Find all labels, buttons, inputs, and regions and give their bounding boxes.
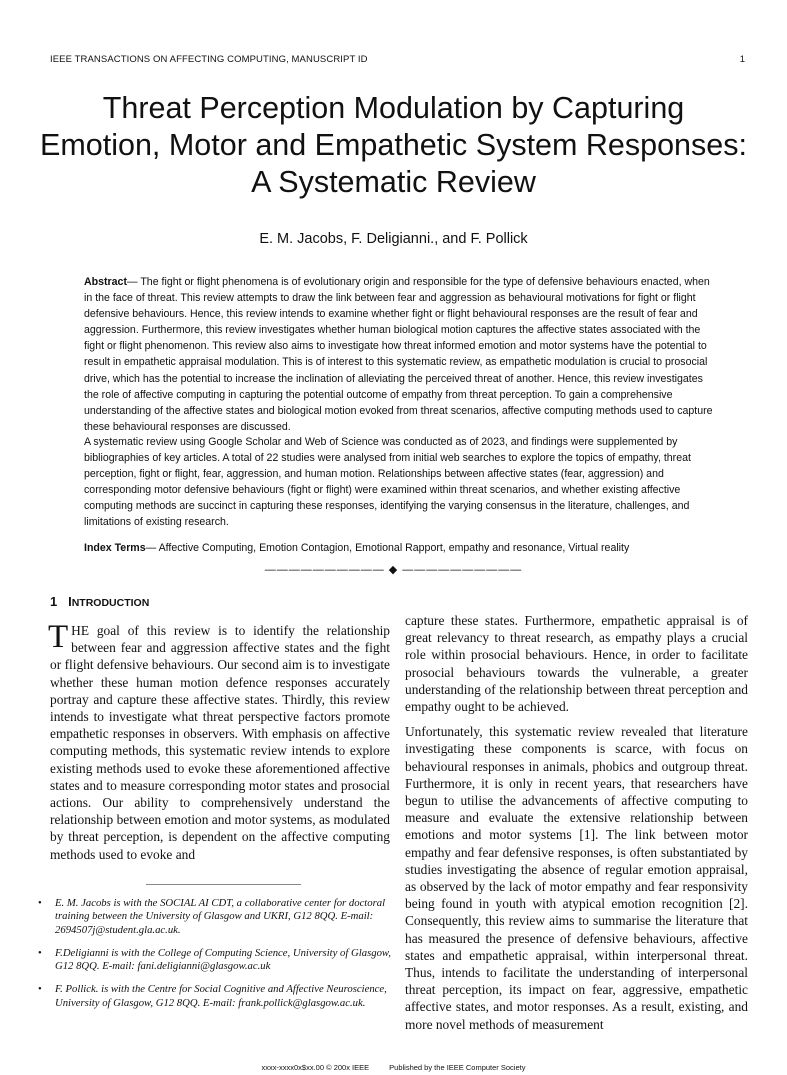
running-head: IEEE TRANSACTIONS ON AFFECTING COMPUTING, MANUSCRIPT ID <box>50 54 368 65</box>
section-title-initial: I <box>68 594 72 609</box>
abstract <box>84 274 720 435</box>
index-terms-text: — Affective Computing, Emotion Contagion, Emotional Rapport, empathy and resonance, Virtual reality <box>145 542 630 554</box>
footnote-rule <box>146 884 301 885</box>
body-paragraph <box>48 619 390 863</box>
section-divider: —————————— ◆ —————————— <box>264 564 523 576</box>
index-terms-label: Index Terms <box>84 542 146 554</box>
left-column <box>48 619 390 871</box>
footnote-item <box>38 983 408 1010</box>
section-heading <box>50 594 149 609</box>
body-paragraph: capture these states. Furthermore, empathetic appraisal is of great relevancy to threat research, as empathy plays a crucial role within prosocial behaviours. Hence, in order to facilitate prosocial behaviours towards the vulnerable, a greater understanding of the relationship between threat perception and empathy ought to be achieved. <box>405 613 748 715</box>
footnotes <box>38 897 408 1020</box>
footnote-text: E. M. Jacobs is with the SOCIAL AI CDT, a collaborative center for doctoral training between the University of Glasgow and UKRI, G12 8QQ. E-mail: 2694507j@student.gla.ac.uk. <box>55 897 386 936</box>
page-number: 1 <box>739 54 745 65</box>
index-terms <box>84 540 720 556</box>
right-column <box>405 612 748 1041</box>
bullet-icon: • <box>38 897 42 909</box>
section-title-rest: NTRODUCTION <box>71 597 150 609</box>
author-list: E. M. Jacobs, F. Deligianni., and F. Pollick <box>259 231 528 247</box>
body-paragraph: Unfortunately, this systematic review revealed that literature investigating these components is scarce, with focus on behavioural responses in animals, phobics and outgroup threat. Furthermore, it is only in recent years, that researchers have begun to utilise the advancements of affective computing to measure and evaluate the extensive relationship between emotions and motor systems [1]. The link between motor empathy and fear defensive responses, is often substantiated by studies investigating the absence of regular emotion appraisal, as observed by the lack of motor empathy and fear responsivity being found in youth with atypical emotion recognition [2]. Consequently, this review aims to summarise the literature that has measured the presence of defensive behaviours, affective states and empathetic appraisal, within interpersonal threat. Thus, intends to facilitate the understanding of interpersonal threat perception, its impact on fear, aggressive, empathetic affective states, and motor responses. As a result, existing, and more novel methods of measurement <box>405 724 748 1032</box>
bullet-icon: • <box>38 946 42 959</box>
abstract-label: Abstract <box>84 276 127 288</box>
bullet-icon: • <box>38 983 42 996</box>
paragraph-text: HE goal of this review is to identify the relationship between fear and aggression affective states and the fight or flight defensive behaviours. Our second aim is to investigate whether these human motion defence responses accurately portray and capture these affective states. Thirdly, this review intends to investigate what threat perspective factors promote empathetic responses in observers. With emphasis on affective computing methods, this systematic review intends to explore existing methods used to evoke these aforementioned affective states and to measure corresponding motor states and prosocial actions. Our ability to comprehensively understand the relationship between emotion and motor systems, as modulated by threat perception, is dependent on the affective computing methods used to evoke and <box>50 623 390 862</box>
page-footer <box>0 1063 787 1072</box>
footnote-text: F.Deligianni is with the College of Computing Science, University of Glasgow, G12 8QQ. E-mail: fani.deligianni@glasgow.ac.uk <box>55 946 391 973</box>
drop-cap: T <box>48 619 69 655</box>
footnote-item <box>38 947 408 974</box>
abstract-methods: A systematic review using Google Scholar and Web of Science was conducted as of 2023, and findings were supplemented by bibliographies of key articles. A total of 22 studies were analysed from initial web searches to explore the topics of empathy, threat perception, fight or flight, fear, aggression, and human motion. Relationships between affective states (fear, aggression) and corresponding motor defensive behaviours (fight or flight) were examined within threat scenarios, and whether existing affective computing methods are succinct in capturing these responses, identifying the varying consensus in the literature, challenges, and limitations of existing research. <box>84 436 691 529</box>
section-number: 1 <box>50 594 58 609</box>
footer-publisher: Published by the IEEE Computer Society <box>389 1063 526 1072</box>
abstract-text: — The fight or flight phenomena is of evolutionary origin and responsible for the type of defensive behaviours enacted, when in the face of threat. This review attempts to draw the link between fear and aggression as behavioural motivations for fight or flight defensive behaviours. Hence, this review intends to examine whether fight or flight behavioural responses are the result of fear and aggression. Furthermore, this review investigates whether human biological motion captures the affective states associated with the fight or flight phenomenon. This review also aims to investigate how threat informed emotion and motor systems have the potential to result in empathetic appraisal modulation. This is of interest to this systematic review, as empathetic modulation is crucial to prosocial drive, which has the potential to increase the inclination of alleviating the perceived threat of another. Hence, this review investigates the role of affective computing in capturing the potential outcome of empathy from threat perception. To gain a comprehensive understanding of the affective states and biological motion evoked from threat scenarios, affective computing methods used to capture these behavioural responses are discussed. <box>84 276 713 433</box>
footnote-text: F. Pollick. is with the Centre for Social Cognitive and Affective Neuroscience, University of Glasgow, G12 8QQ. E-mail: frank.pollick@glasgow.ac.uk. <box>55 983 387 1009</box>
footer-copyright: xxxx-xxxx0x$xx.00 © 200x IEEE <box>261 1063 370 1072</box>
footnote-item <box>38 897 408 937</box>
paper-title: Threat Perception Modulation by Capturing Emotion, Motor and Empathetic System Responses: A Systematic Review <box>40 91 747 199</box>
